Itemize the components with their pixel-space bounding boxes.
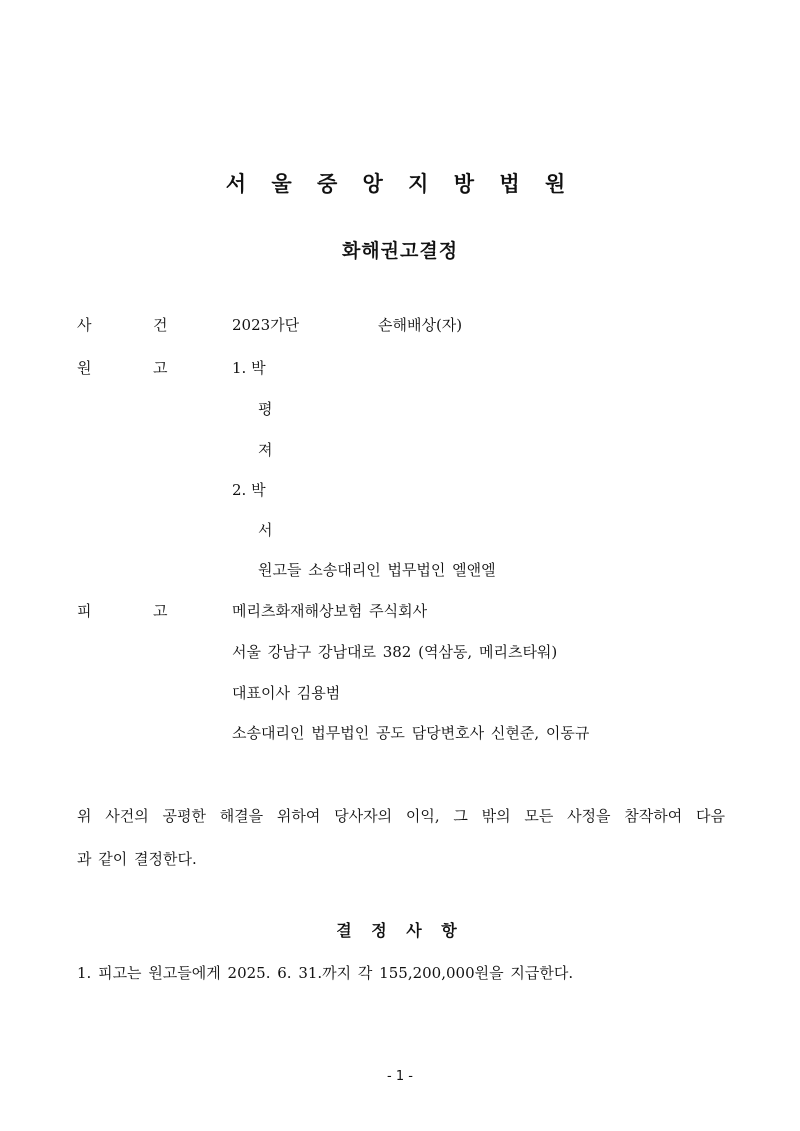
plaintiff-line-3: 져: [258, 441, 273, 459]
decision-heading: 결 정 사 항: [336, 921, 464, 940]
plaintiff-counsel: 원고들 소송대리인 법무법인 엘앤엘: [258, 561, 496, 579]
plaintiff-label-char-1: 원: [77, 359, 92, 377]
court-name: 서 울 중 앙 지 방 법 원: [225, 172, 575, 196]
page-number: - 1 -: [387, 1069, 413, 1084]
defendant-label-char-1: 피: [77, 602, 92, 620]
document-title: 화해권고결정: [341, 240, 459, 262]
plaintiff-line-1: 1. 박: [232, 359, 266, 377]
case-number: 2023가단: [232, 316, 300, 334]
defendant-counsel: 소송대리인 법무법인 공도 담당변호사 신현준, 이동규: [232, 724, 590, 742]
plaintiff-line-4: 2. 박: [232, 481, 266, 499]
defendant-address: 서울 강남구 강남대로 382 (역삼동, 메리츠타워): [232, 643, 558, 661]
defendant-label-char-2: 고: [153, 602, 168, 620]
body-line-2: 과 같이 결정한다.: [77, 850, 197, 868]
defendant-name: 메리츠화재해상보험 주식회사: [232, 602, 428, 620]
decision-item-1: 1. 피고는 원고들에게 2025. 6. 31.까지 각 155,200,000원을 지급한다.: [77, 964, 574, 982]
defendant-representative: 대표이사 김용범: [232, 684, 341, 702]
case-label-char-2: 건: [153, 316, 168, 334]
plaintiff-label-char-2: 고: [153, 359, 168, 377]
plaintiff-line-5: 서: [258, 521, 273, 539]
body-line-1: 위 사건의 공평한 해결을 위하여 당사자의 이익, 그 밖의 모든 사정을 참작하여 다음: [77, 807, 725, 825]
plaintiff-line-2: 평: [258, 400, 273, 418]
case-type: 손해배상(자): [378, 316, 463, 334]
case-label-char-1: 사: [77, 316, 92, 334]
